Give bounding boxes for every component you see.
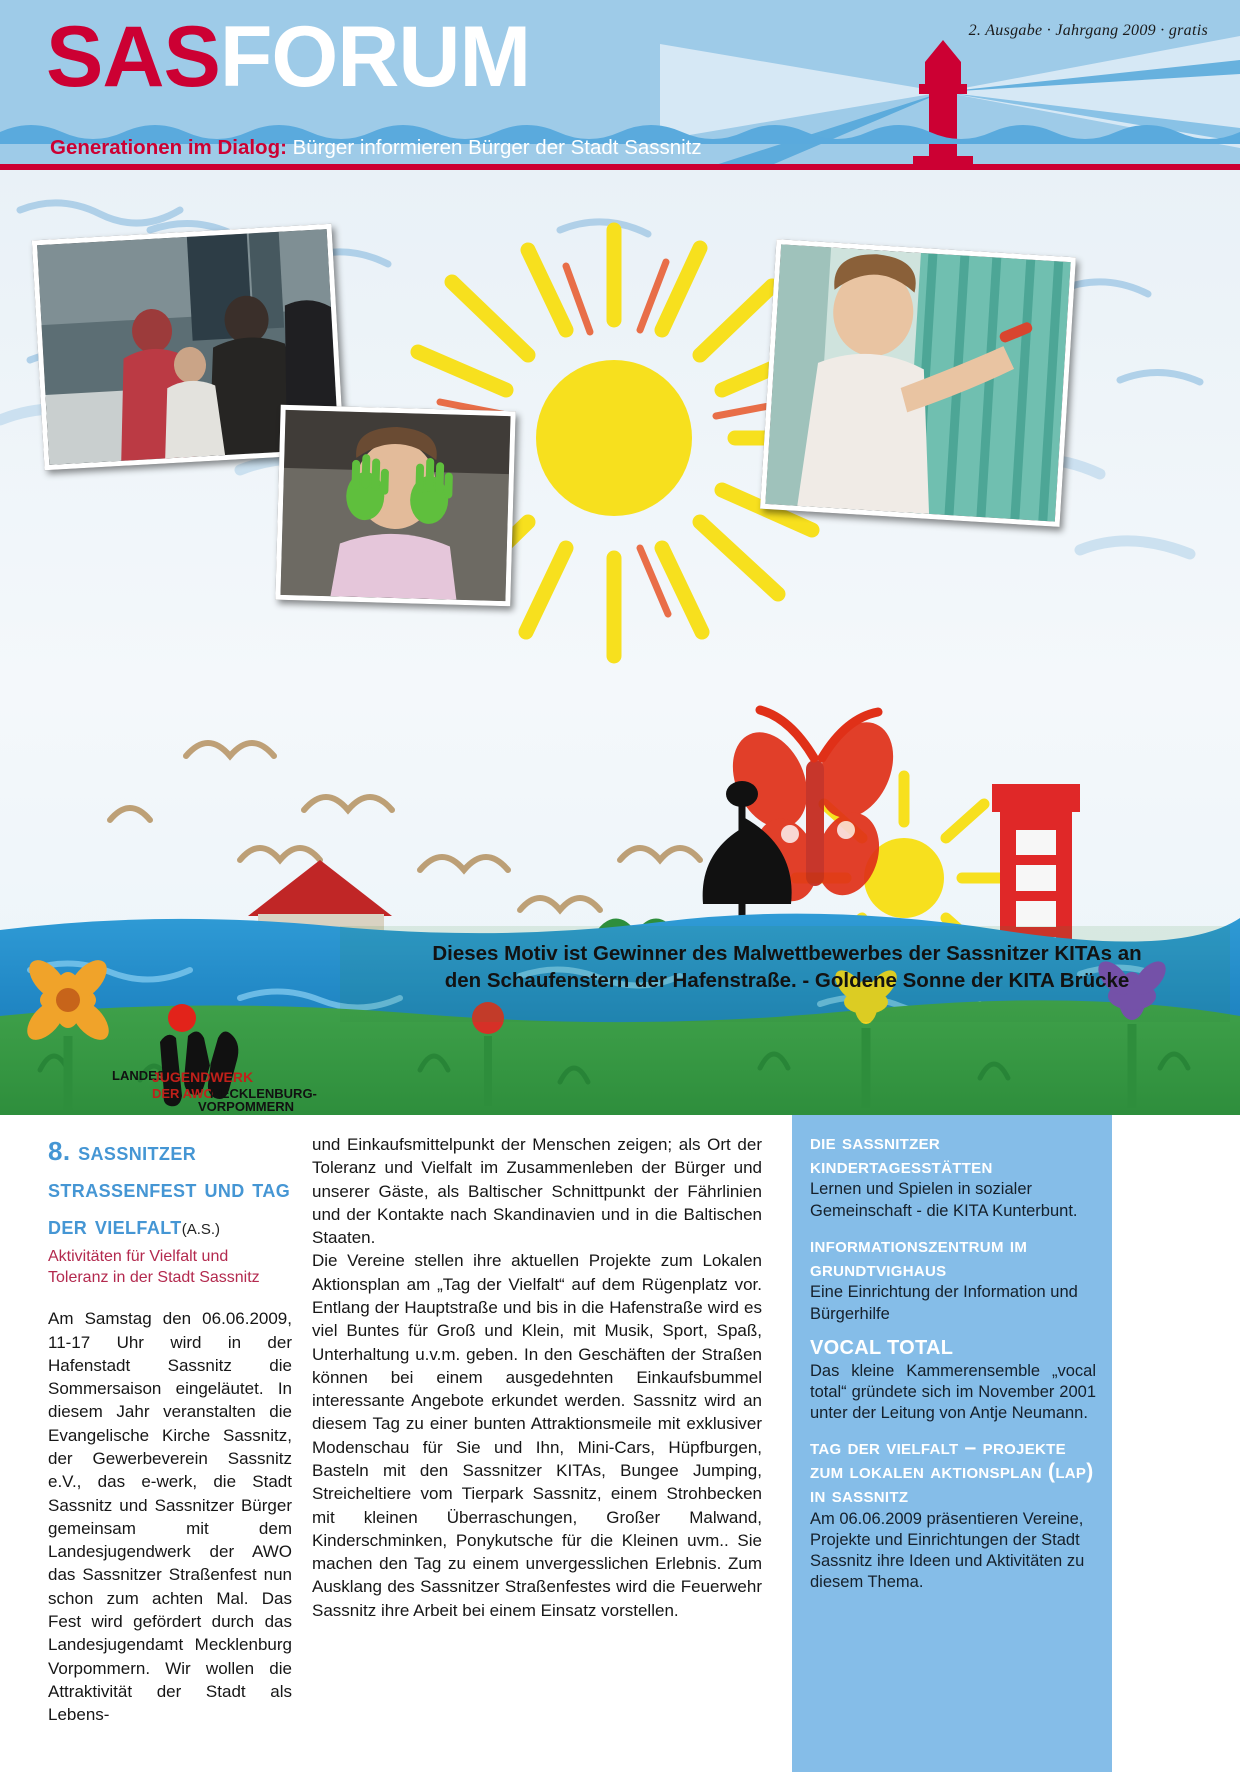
article-title-author: (A.S.) (181, 1220, 221, 1238)
subtitle-lead: Generationen im Dialog: (50, 136, 287, 159)
content-area (0, 1115, 1240, 1754)
column-middle (300, 1133, 782, 1754)
logo-text-derawo: DER AWO (152, 1086, 214, 1101)
hero-artwork (0, 170, 1240, 1115)
hero-caption (352, 940, 1222, 995)
issue-line: 2. Ausgabe · Jahrgang 2009 · gratis (968, 22, 1208, 39)
sidebar-heading-informationszentrum: informationszentrum im grundtvighaus (810, 1234, 1028, 1281)
photo-c-graphic (765, 244, 1070, 521)
publication-title (46, 9, 531, 105)
sidebar-heading-tag-der-vielfalt: tag der vielfalt – projekte zum lokalen aktionsplan (lap) in sassnitz (810, 1436, 1094, 1507)
sidebar-heading-vocal-total: VOCAL TOTAL (810, 1337, 954, 1359)
photo-child-green-hands (275, 405, 515, 606)
logo-text-vorpommern: VORPOMMERN (198, 1099, 295, 1112)
title-sas: SAS (46, 9, 220, 105)
sidebar-body-tag-der-vielfalt: Am 06.06.2009 präsentieren Vereine, Projekte und Einrichtungen der Stadt Sassnitz ihre Ideen und Aktivitäten zu diesem Thema. (810, 1509, 1085, 1592)
article-body-mid-1: und Einkaufsmittelpunkt der Menschen zeigen; als Ort der Toleranz und Vielfalt im Zusammenleben der Bürger und unserer Gäste, als Baltischer Schnittpunkt der Fährlinien und der Kontakte nach Skandinavien und in die Baltischen Staaten. (312, 1135, 762, 1248)
photo-b-graphic (280, 410, 510, 601)
logo-text-mecklenburg: MECKLENBURG- (210, 1086, 317, 1101)
landesjugendwerk-awo-logo (108, 1002, 323, 1112)
masthead-red-rule (0, 164, 1240, 170)
logo-text-landes: LANDES (112, 1068, 166, 1083)
sidebar-body-informationszentrum: Eine Einrichtung der Information und Bürgerhilfe (810, 1283, 1078, 1323)
article-title (48, 1133, 292, 1244)
masthead (0, 0, 1240, 170)
hero-caption-line1: Dieses Motiv ist Gewinner des Malwettbewerbes der Sassnitzer KITAs an (432, 942, 1142, 965)
article-title-text: 8. sassnitzer strassenfest und tag der vielfalt (48, 1136, 291, 1240)
lighthouse-icon (883, 38, 1003, 170)
logo-text-jugendwerk: JUGENDWERK (152, 1069, 254, 1085)
masthead-subtitle (50, 136, 702, 160)
subtitle-rest: Bürger informieren Bürger der Stadt Sassnitz (286, 136, 702, 159)
hero-caption-line2: den Schaufenstern der Hafenstraße. - Goldene Sonne der KITA Brücke (444, 969, 1130, 993)
sidebar-body-kindertagesstaetten: Lernen und Spielen in sozialer Gemeinschaft - die KITA Kunterbunt. (810, 1180, 1078, 1220)
article-subtitle: Aktivitäten für Vielfalt und Toleranz in der Stadt Sassnitz (48, 1247, 260, 1286)
title-forum: FORUM (219, 9, 531, 105)
column-left (0, 1133, 300, 1754)
sidebar-panel (792, 1115, 1112, 1772)
article-body-left: Am Samstag den 06.06.2009, 11-17 Uhr wird in der Hafenstadt Sassnitz die Sommersaison eingeläutet. In diesem Jahr veranstalten die Evangelische Kirche Sassnitz, der Gewerbeverein Sassnitz e.V., das e-werk, die Stadt Sassnitz und Sassnitzer Bürger gemeinsam mit dem Landesjugendwerk der AWO das Sassnitzer Straßenfest nun schon zum achten Mal. Das Fest wird gefördert durch das Landesjugendamt Mecklenburg Vorpommern. Wir wollen die Attraktivität der Stadt als Lebens- (48, 1309, 292, 1725)
article-body-mid-2: Die Vereine stellen ihre aktuellen Projekte zum Lokalen Aktionsplan am „Tag der Vielfalt“ auf dem Rügenplatz vor. Entlang der Hauptstraße und bis in die Hafenstraße wird es viel Buntes für Groß und Klein, mit Musik, Sport, Spaß, Unterhaltung u.v.m. geben. In den Geschäften der Straßen können bei einem ausgedehnten Einkaufsbummel interessante Angebote erkundet werden. Sassnitz wird an diesem Tag zu einer bunten Attraktionsmeile mit exklusiver Modenschau für Sie und Ihn, Mini-Cars, Hüpfburgen, Basteln mit den Sassnitzer KITAs, Bungee Jumping, Streicheltiere vom Tierpark Sassnitz, einem Strohbecken mit kleinen Überraschungen, Großer Malwand, Kinderschminken, Ponykutsche für die Kleinen uvm.. Sie machen den Tag zu einem unvergesslichen Erlebnis. Zum Ausklang des Sassnitzer Straßenfestes wird die Feuerwehr Sassnitz ihre Arbeit bei einem Einsatz vorstellen. (312, 1251, 762, 1620)
sidebar-heading-kindertagesstaetten: die sassnitzer kindertagesstätten (810, 1131, 993, 1178)
photo-girl-painting-glass (760, 239, 1076, 527)
column-right (782, 1133, 1240, 1754)
sidebar-body-vocal-total: Das kleine Kammerensemble „vocal total“ gründete sich im November 2001 unter der Leitung von Antje Neumann. (810, 1361, 1096, 1423)
